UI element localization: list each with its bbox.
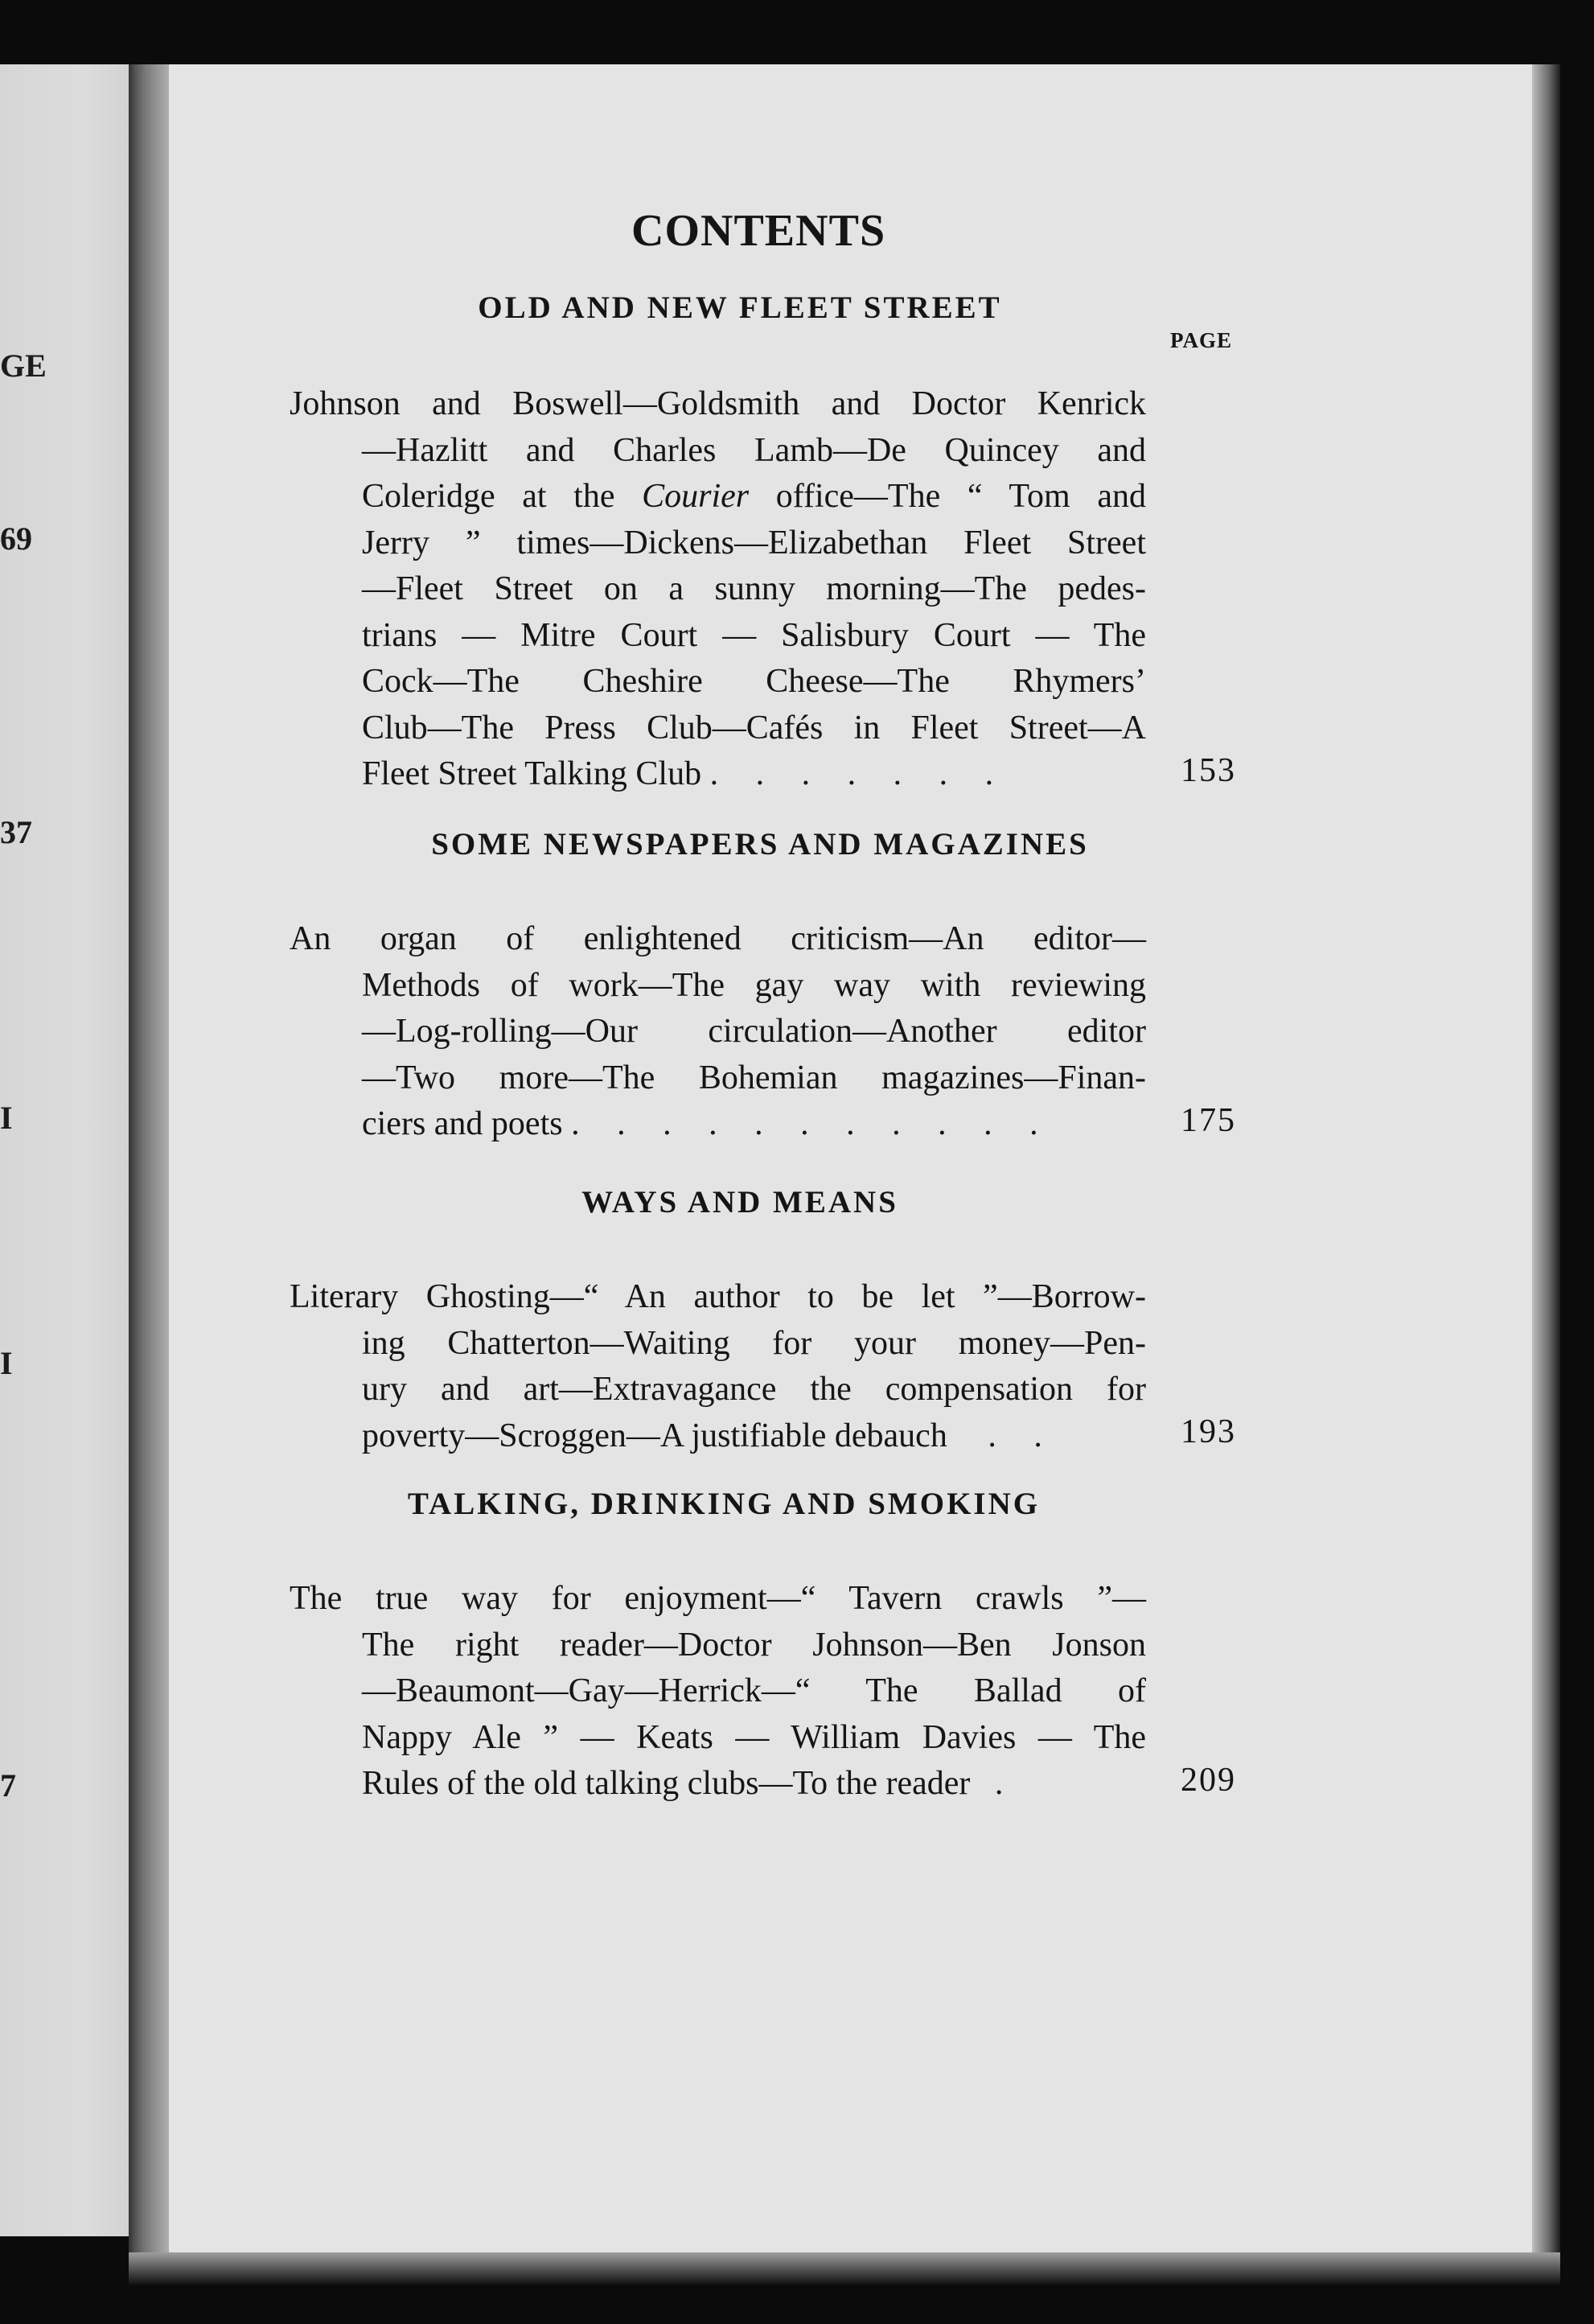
page-title: CONTENTS: [631, 206, 886, 256]
toc-section: [290, 1187, 1255, 1459]
entry-line: Nappy Ale ” — Keats — William Davies — The: [362, 1718, 1146, 1756]
entry-line: Literary Ghosting—“ An author to be let ”—Borrow-: [290, 1278, 1146, 1315]
prev-page-fragment: I: [0, 1100, 13, 1136]
page-edge-shadow: [1532, 64, 1560, 2285]
entry-line: An organ of enlightened criticism—An editor—: [290, 920, 1146, 957]
entry-line: trians — Mitre Court — Salisbury Court — The: [362, 616, 1146, 654]
prev-page-fragment: GE: [0, 348, 47, 384]
entry-line: —Hazlitt and Charles Lamb—De Quincey and: [362, 431, 1146, 469]
toc-entry: [290, 381, 1255, 798]
italic-title: Courier: [642, 478, 750, 515]
section-heading: SOME NEWSPAPERS AND MAGAZINES: [431, 827, 1089, 862]
entry-line: —Two more—The Bohemian magazines—Finan-: [362, 1059, 1146, 1096]
entry-line: Jerry ” times—Dickens—Elizabethan Fleet Street: [362, 524, 1146, 561]
entry-line: —Beaumont—Gay—Herrick—“ The Ballad of: [362, 1672, 1146, 1709]
entry-line: ing Chatterton—Waiting for your money—Pen-: [362, 1324, 1146, 1362]
entry-line: The right reader—Doctor Johnson—Ben Jonson: [362, 1626, 1146, 1664]
page-number: 175: [1181, 1102, 1236, 1139]
toc-entry: [290, 916, 1255, 1148]
entry-line: ciers and poets . . . . . . . . . . .: [362, 1105, 1053, 1142]
entry-line: Rules of the old talking clubs—To the reader .: [362, 1765, 1018, 1802]
entry-line: —Log-rolling—Our circulation—Another editor: [362, 1013, 1146, 1050]
prev-page-fragment: 37: [0, 814, 32, 850]
section-heading: OLD AND NEW FLEET STREET: [478, 290, 1002, 325]
page-bottom-shadow: [129, 2252, 1560, 2285]
section-heading: WAYS AND MEANS: [581, 1185, 898, 1220]
entry-line: Cock—The Cheshire Cheese—The Rhymers’: [362, 663, 1146, 700]
page-number: 153: [1181, 752, 1236, 789]
previous-page-edge: [0, 64, 143, 2236]
leader-dots: . .: [988, 1417, 1057, 1454]
entry-line: Fleet Street Talking Club . . . . . . .: [362, 755, 1009, 792]
toc-entry: [290, 1274, 1255, 1459]
toc-entry: [290, 1576, 1255, 1808]
entry-line: —Fleet Street on a sunny morning—The pedes-: [362, 570, 1146, 607]
section-heading: TALKING, DRINKING AND SMOKING: [407, 1487, 1041, 1521]
leader-dots: . . . . . . .: [709, 755, 1009, 792]
leader-dots: . . . . . . . . . . .: [571, 1105, 1053, 1142]
entry-line: Johnson and Boswell—Goldsmith and Doctor Kenrick: [290, 385, 1146, 422]
entry-line: poverty—Scroggen—A justifiable debauch . .: [362, 1417, 1057, 1454]
entry-line: ury and art—Extravagance the compensation for: [362, 1371, 1146, 1408]
page-number: 209: [1181, 1762, 1236, 1799]
entry-line: Club—The Press Club—Cafés in Fleet Street—A: [362, 709, 1146, 747]
entry-line: The true way for enjoyment—“ Tavern crawls ”—: [290, 1580, 1146, 1617]
page-number: 193: [1181, 1413, 1236, 1450]
entry-line: Methods of work—The gay way with reviewing: [362, 966, 1146, 1004]
prev-page-fragment: I: [0, 1345, 13, 1381]
toc-section: [290, 292, 1255, 798]
toc-section: [290, 1488, 1255, 1808]
page-column-label: PAGE: [1170, 328, 1232, 352]
leader-dots: .: [994, 1765, 1018, 1802]
toc-section: [290, 829, 1255, 1148]
prev-page-fragment: 69: [0, 520, 32, 557]
entry-line: Coleridge at the Courier office—The “ Tom and: [362, 478, 1146, 515]
prev-page-fragment: 7: [0, 1767, 16, 1804]
